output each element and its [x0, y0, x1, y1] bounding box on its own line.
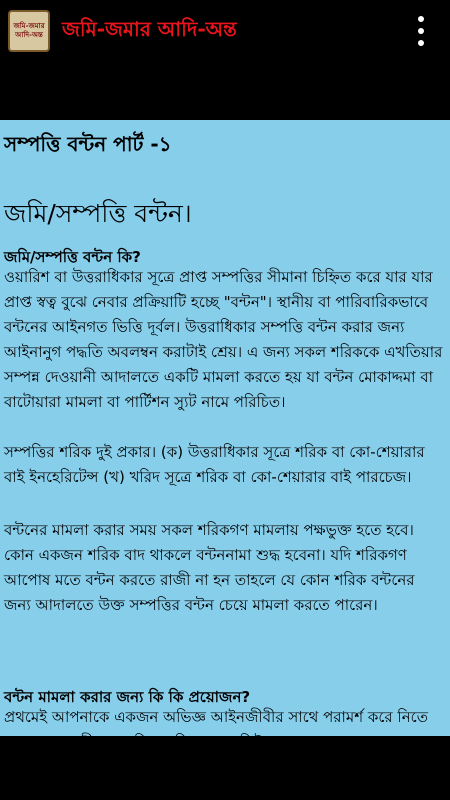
question-heading-1: জমি/সম্পত্তি বন্টন কি?: [4, 248, 141, 266]
article-content[interactable]: [0, 120, 450, 736]
app-logo-icon: [8, 10, 50, 52]
app-title: জমি-জমার আদি-অন্ত: [62, 16, 237, 41]
paragraph-2: সম্পত্তির শরিক দুই প্রকার। (ক) উত্তরাধিকার সূত্রে শরিক বা কো-শেয়ারার বাই ইনহেরিটেন্স (খ) খরিদ সূত্রে শরিক বা কো-শেয়ারার বাই পারচেজ।: [4, 443, 425, 486]
article-heading: জমি/সম্পত্তি বন্টন।: [4, 199, 192, 228]
part-title: সম্পত্তি বন্টন পার্ট -১: [4, 132, 172, 156]
paragraph-4: প্রথমেই আপনাকে একজন অভিজ্ঞ আইনজীবীর সাথে পরামর্শ করে নিতে: [4, 708, 428, 726]
bottom-bar: [0, 736, 450, 800]
app-logo-text-1: জমি-জমার: [13, 22, 45, 30]
overflow-menu-icon[interactable]: [418, 16, 424, 46]
question-heading-2: বন্টন মামলা করার জন্য কি কি প্রয়োজন?: [4, 688, 251, 706]
app-bar: [0, 0, 450, 62]
paragraph-3: বন্টনের মামলা করার সময় সকল শরিকগণ মামলায় পক্ষভুক্ত হতে হবে। কোন একজন শরিক বাদ থাকলে বন্টননামা শুদ্ধ হবেনা। যদি শরিকগণ আপোষ মতে বন্টন করতে রাজী না হন তাহলে যে কোন শরিক বন্টনের জন্য আদালতে উক্ত সম্পত্তির বন্টন চেয়ে মামলা করতে পারেন।: [4, 521, 415, 614]
app-logo-text-2: আদি-অন্ত: [15, 31, 43, 39]
paragraph-1: ওয়ারিশ বা উত্তরাধিকার সূত্রে প্রাপ্ত সম্পত্তির সীমানা চিহ্নিত করে যার যার প্রাপ্ত স্বত্ব বুঝে নেবার প্রক্রিয়াটি হচ্ছে "বন্টন"। স্থানীয় বা পারিবারিকভাবে বন্টনের আইনগত ভিত্তি দূর্বল। উত্তরাধিকার সম্পত্তি বন্টন করার জন্য আইনানুগ পদ্ধতি অবলম্বন করাটাই শ্রেয়। এ জন্য সকল শরিককে এখতিয়ার সম্পন্ন দেওয়ানী আদালতে একটি মামলা করতে হয় যা বন্টন মোকাদ্দমা বা বাটোয়ারা মামলা বা পার্টিশন স্যুট নামে পরিচিত।: [4, 268, 443, 411]
